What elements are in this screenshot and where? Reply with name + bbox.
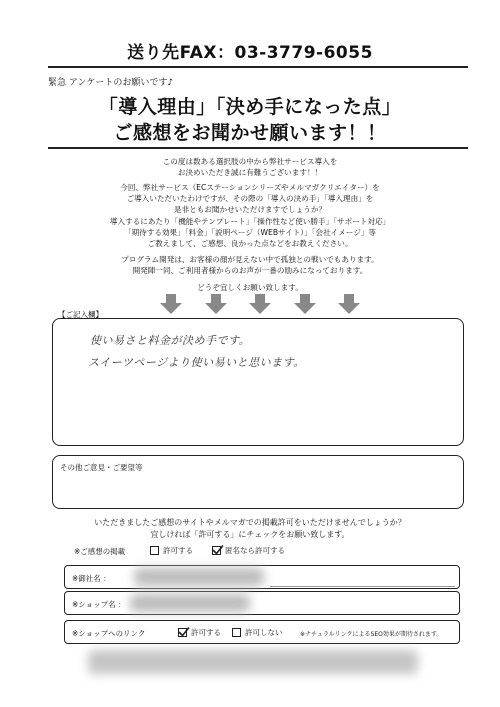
link-allow-option[interactable]: 許可する (178, 627, 221, 638)
headline-line1: 「導入理由」「決め手になった点」 (98, 96, 402, 118)
fax-number: 送り先FAX：03-3779-6055 (127, 43, 373, 63)
divider-mid (48, 147, 468, 149)
shop-link-label: ※ショップへのリンク (72, 629, 146, 638)
down-arrow-icon (160, 294, 182, 314)
url-redacted (88, 650, 418, 674)
headline-line2: ご感想をお聞かせ願います！！ (113, 122, 387, 144)
check-mark-icon (212, 544, 224, 556)
consent-allow-checkbox[interactable] (150, 546, 159, 555)
link-allow-checkbox[interactable] (178, 628, 187, 637)
link-deny-checkbox[interactable] (232, 628, 241, 637)
divider-top (48, 66, 468, 68)
urgent-note: 緊急 アンケートのお願いです♪ (48, 78, 174, 88)
intro-paragraph: この度は数ある選択肢の中から弊社サービス導入を お決めいただき誠に有難うございます！！ (162, 157, 338, 177)
permission-instruction: 宜しければ「許可する」にチェックをお願い致します。 (150, 530, 350, 539)
company-name-underline (270, 586, 455, 587)
link-deny-option[interactable]: 許可しない (232, 627, 283, 638)
request-paragraph: 今回、弊社サービス（ECステーションシリーズやメルマガクリエイター）を ご導入いただいたわけですが、その際の「導入の決め手」「導入理由」を 是非ともお聞かせいただけますでしょうか？ (120, 183, 380, 214)
company-name-label: ※御社名 ： (72, 574, 111, 583)
company-name-redacted (134, 568, 264, 586)
shop-name-redacted (130, 594, 250, 612)
comment-section-label: 【ご記入欄】 (58, 310, 103, 319)
consent-allow-option[interactable]: 許可する (150, 545, 193, 556)
closing-text: どうぞ宜しくお願い致します。 (197, 283, 303, 292)
down-arrow-icon (249, 294, 271, 314)
handwritten-comment-line1: 使い易さと料金が決め手です。 (90, 334, 251, 347)
developer-paragraph: プログラム開発は、お客様の顔が見えない中で孤独との戦いでもあります。 開発陣一同、ご利用者様からのお声が一番の励みになっております。 (121, 255, 379, 275)
handwritten-comment-line2: スイーツページより使い易いと思います。 (88, 356, 305, 369)
check-mark-icon (178, 626, 190, 638)
consent-anonymous-checkbox[interactable] (212, 546, 221, 555)
down-arrow-icon (205, 294, 227, 314)
seo-note: ※ナチュラルリンクによるSEO効果が期待されます。 (300, 631, 443, 638)
arrow-row (160, 294, 360, 314)
other-feedback-label: その他ご意見・ご要望等 (60, 463, 143, 472)
consent-anonymous-option[interactable]: 匿名なら許可する (212, 545, 285, 556)
permission-question: いただきましたご感想のサイトやメルマガでの掲載許可をいただけませんでしょうか？ (94, 518, 406, 527)
down-arrow-icon (294, 294, 316, 314)
down-arrow-icon (338, 294, 360, 314)
consent-label: ※ご感想の掲載 (74, 547, 126, 556)
shop-name-label: ※ショップ名 ： (72, 600, 126, 609)
topics-paragraph: 導入するにあたり「機能やテンプレート」「操作性など使い勝手」「サポート対応」 「期待する効果」「料金」「説明ページ（WEBサイト）」「会社イメージ」等 ご教えまして、ご感想、良かった点などをお教えください。 (109, 217, 391, 248)
